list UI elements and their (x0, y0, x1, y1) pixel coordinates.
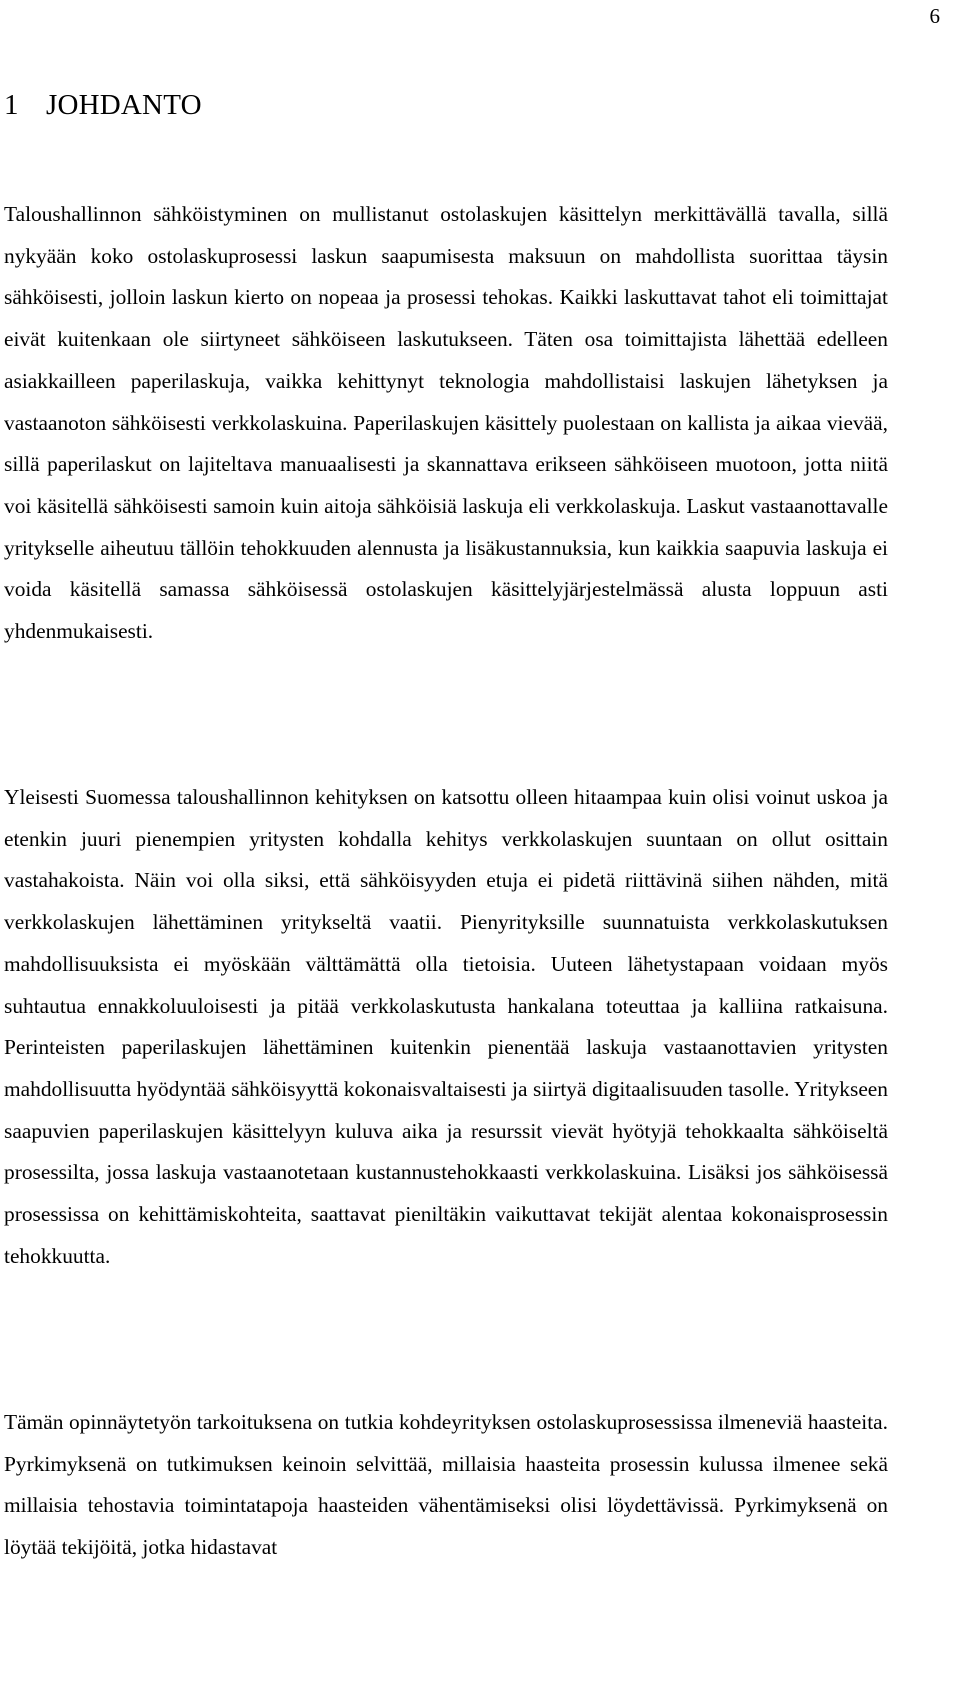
paragraph-block-3 (4, 1402, 888, 1569)
paragraph-1: Taloushallinnon sähköistyminen on mullistanut ostolaskujen käsittelyn merkittävällä tavalla, sillä nykyään koko ostolaskuprosessi laskun saapumisesta maksuun on mahdollista suorittaa täysin sähköisesti, jolloin laskun kierto on nopeaa ja prosessi tehokas. Kaikki laskuttavat tahot eli toimittajat eivät kuitenkaan ole siirtyneet sähköiseen laskutukseen. Täten osa toimittajista lähettää edelleen asiakkailleen paperilaskuja, vaikka kehittynyt teknologia mahdollistaisi laskujen lähetyksen ja vastaanoton sähköisesti verkkolaskuina. Paperilaskujen käsittely puolestaan on kallista ja aikaa vievää, sillä paperilaskut on lajiteltava manuaalisesti ja skannattava erikseen sähköiseen muotoon, jotta niitä voi käsitellä sähköisesti samoin kuin aitoja sähköisiä laskuja eli verkkolaskuja. Laskut vastaanottavalle yritykselle aiheutuu tällöin tehokkuuden alennusta ja lisäkustannuksia, kun kaikkia saapuvia laskuja ei voida käsitellä samassa sähköisessä ostolaskujen käsittelyjärjestelmässä alusta loppuun asti yhdenmukaisesti. (4, 202, 888, 644)
chapter-number: 1 (4, 89, 19, 121)
paragraph-block-2 (4, 777, 888, 1277)
paragraph-2: Yleisesti Suomessa taloushallinnon kehityksen on katsottu olleen hitaampaa kuin olisi voinut uskoa ja etenkin juuri pienempien yritysten kohdalla kehitys verkkolaskujen suuntaan on ollut osittain vastahakoista. Näin voi olla siksi, että sähköisyyden etuja ei pidetä riittävinä siihen nähden, mitä verkkolaskujen lähettäminen yritykseltä vaatii. Pienyrityksille suunnatuista verkkolaskutuksen mahdollisuuksista ei myöskään välttämättä olla tietoisia. Uuteen lähetystapaan voidaan myös suhtautua ennakkoluuloisesti ja pitää verkkolaskutusta hankalana toteuttaa ja kalliina ratkaisuna. Perinteisten paperilaskujen lähettäminen kuitenkin pienentää laskuja vastaanottavien yritysten mahdollisuutta hyödyntää sähköisyyttä kokonaisvaltaisesti ja siirtyä digitaalisuuden tasolle. Yritykseen saapuvien paperilaskujen käsittelyyn kuluva aika ja resurssit vievät hyötyjä tehokkaalta sähköiseltä prosessilta, jossa laskuja vastaanotetaan kustannustehokkaasti verkkolaskuina. Lisäksi jos sähköisessä prosessissa on kehittämiskohteita, saattavat pieniltäkin vaikuttavat tekijät alentaa kokonaisprosessin tehokkuutta. (4, 785, 888, 1268)
chapter-heading (4, 88, 202, 122)
page-number: 6 (929, 4, 940, 28)
paragraph-block-1 (4, 194, 888, 653)
chapter-title: JOHDANTO (46, 89, 202, 121)
paragraph-3: Tämän opinnäytetyön tarkoituksena on tutkia kohdeyrityksen ostolaskuprosessissa ilmeneviä haasteita. Pyrkimyksenä on tutkimuksen keinoin selvittää, millaisia haasteita prosessin kulussa ilmenee sekä millaisia tehostavia toimintatapoja haasteiden vähentämiseksi olisi löydettävissä. Pyrkimyksenä on löytää tekijöitä, jotka hidastavat (4, 1410, 888, 1560)
